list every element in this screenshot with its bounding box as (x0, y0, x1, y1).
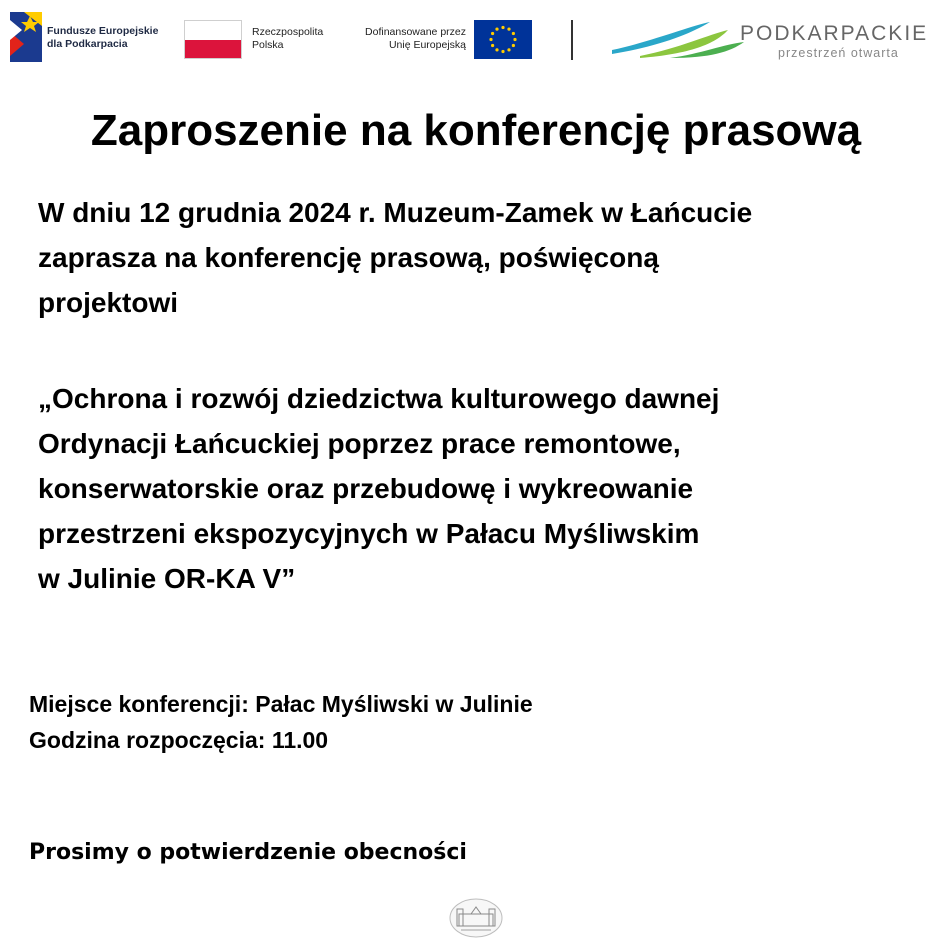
eu-star-icon (512, 44, 515, 47)
project-line: „Ochrona i rozwój dziedzictwa kulturowego dawnej (38, 383, 720, 414)
rsvp-text: Prosimy o potwierdzenie obecności (29, 840, 467, 865)
rzeczpospolita-polska-text: Rzeczpospolita Polska (252, 26, 324, 51)
project-title-paragraph (38, 376, 928, 601)
eu-funding-text: Dofinansowane przez Unię Europejską (365, 26, 466, 51)
logo-bar (0, 0, 952, 75)
conference-details (29, 686, 533, 758)
museum-castle-icon (449, 898, 503, 938)
logo-divider (571, 20, 573, 60)
eu-star-icon (501, 50, 504, 53)
eu-star-icon (495, 48, 498, 51)
eu-star-icon (507, 28, 510, 31)
intro-line: zaprasza na konferencję prasową, poświęconą (38, 242, 659, 273)
eu-star-icon (507, 48, 510, 51)
project-line: przestrzeni ekspozycyjnych w Pałacu Myśliwskim (38, 518, 700, 549)
podkarpackie-subtitle: przestrzeń otwarta (778, 46, 899, 60)
podkarpackie-swoosh-icon (610, 20, 750, 58)
eu-star-icon (513, 38, 516, 41)
eu-star-icon (501, 26, 504, 29)
start-time-text: Godzina rozpoczęcia: 11.00 (29, 727, 329, 753)
podkarpackie-title: PODKARPACKIE (740, 22, 929, 45)
project-line: konserwatorskie oraz przebudowę i wykreowanie (38, 473, 694, 504)
venue-text: Miejsce konferencji: Pałac Myśliwski w Julinie (29, 691, 533, 717)
eu-star-icon (512, 32, 515, 35)
eu-star-icon (491, 44, 494, 47)
eu-star-icon (491, 32, 494, 35)
intro-line: W dniu 12 grudnia 2024 r. Muzeum-Zamek w Łańcucie (38, 197, 753, 228)
fundusze-europejskie-icon (10, 12, 42, 62)
eu-star-icon (495, 28, 498, 31)
project-line: Ordynacji Łańcuckiej poprzez prace remontowe, (38, 428, 681, 459)
project-line: w Julinie OR-KA V” (38, 563, 296, 594)
intro-line: projektowi (38, 287, 179, 318)
eu-star-icon (489, 38, 492, 41)
poland-flag-icon (184, 20, 242, 59)
intro-paragraph (38, 190, 928, 325)
fundusze-europejskie-text: Fundusze Europejskie dla Podkarpacia (47, 25, 159, 50)
page-title: Zaproszenie na konferencję prasową (90, 106, 862, 155)
eu-flag-icon (474, 20, 532, 59)
